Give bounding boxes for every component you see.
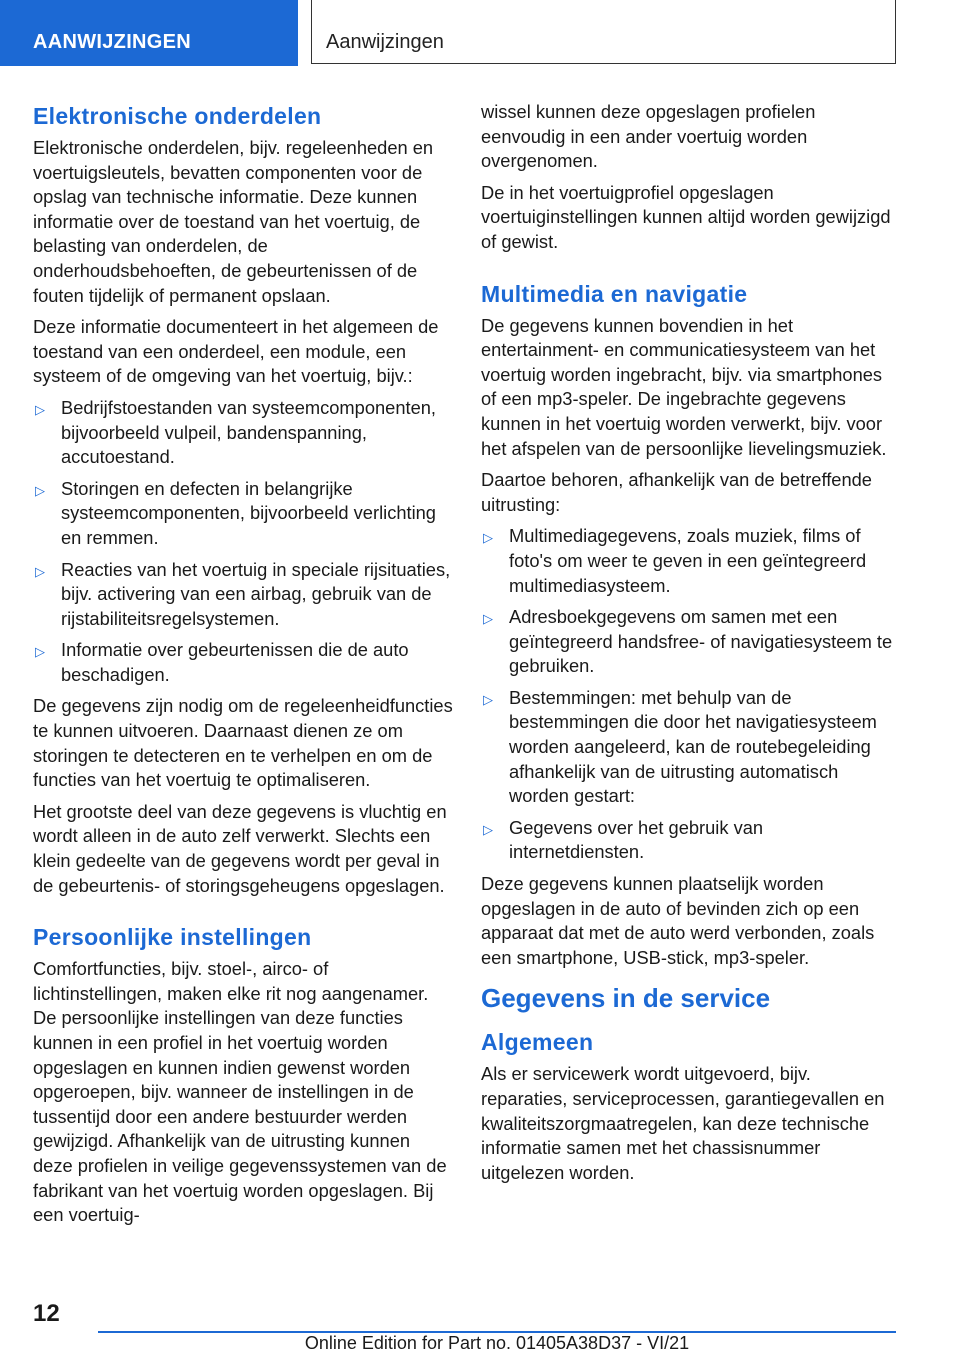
list-item-text: Reacties van het voertuig in speciale rijsituaties, bijv. activering van een airbag, gebruik van de rijstabiliteitsregelsystemen. bbox=[61, 558, 451, 629]
triangle-right-icon: ▷ bbox=[35, 401, 45, 417]
heading-gegevens-in-de-service: Gegevens in de service bbox=[481, 983, 771, 1014]
list-item-text: Bestemmingen: met behulp van de bestemmingen die door het navigatiesysteem worden aangeleerd, kan de routebegeleiding afhankelijk van de uitrusting automatisch worden gestart: bbox=[509, 686, 877, 807]
triangle-right-icon: ▷ bbox=[483, 691, 493, 707]
list-item bbox=[33, 396, 453, 470]
paragraph: Comfortfuncties, bijv. stoel-, airco- of lichtinstellingen, maken elke rit nog aangenamer. De persoonlijke instellingen van deze functies kunnen in een profiel in het voertuig worden opgeslagen en kunnen indien gewenst worden opgeroepen, bijv. wanneer de instellingen in de tussentijd door een andere bestuurder werden gewijzigd. Afhankelijk van de uitrusting kunnen deze profielen in veilige gegevenssystemen van de fabrikant van het voertuig worden opgeslagen. Bij een voertuig- bbox=[33, 958, 447, 1226]
triangle-right-icon: ▷ bbox=[35, 563, 45, 579]
triangle-right-icon: ▷ bbox=[483, 530, 493, 546]
heading-persoonlijke-instellingen: Persoonlijke instellingen bbox=[33, 924, 312, 951]
footer-edition: Online Edition for Part no. 01405A38D37 - VI/21 bbox=[304, 1333, 690, 1353]
list-item bbox=[481, 686, 901, 809]
list-item bbox=[33, 638, 453, 687]
page-header bbox=[0, 0, 960, 66]
list-item bbox=[481, 816, 901, 865]
paragraph: De gegevens kunnen bovendien in het entertainment- en communicatiesysteem van het voertuig worden ingebracht, bijv. via smartphones of een mp3-speler. De ingebrachte gegevens kunnen in het voertuig worden verwerkt, bijv. voor het afspelen van de persoonlijke lievelingsmuziek. bbox=[481, 314, 887, 459]
paragraph: De in het voertuigprofiel opgeslagen voertuiginstellingen kunnen altijd worden gewijzigd of gewist. bbox=[481, 181, 891, 252]
triangle-right-icon: ▷ bbox=[35, 482, 45, 498]
section-tab: AANWIJZINGEN bbox=[0, 0, 298, 66]
heading-algemeen: Algemeen bbox=[481, 1029, 594, 1056]
list-item bbox=[33, 558, 453, 632]
bullet-list bbox=[33, 396, 453, 688]
list-item-text: Gegevens over het gebruik van internetdiensten. bbox=[509, 816, 764, 863]
paragraph: Als er servicewerk wordt uitgevoerd, bijv. reparaties, serviceprocessen, garantiegevallen en kwaliteitszorgmaatregelen, kan deze technische informatie samen met het chassisnummer uitgelezen worden. bbox=[481, 1063, 885, 1183]
paragraph: wissel kunnen deze opgeslagen profielen eenvoudig in een ander voertuig worden overgenomen. bbox=[481, 101, 816, 172]
paragraph: Het grootste deel van deze gegevens is vluchtig en wordt alleen in de auto zelf verwerkt. Slechts een klein gedeelte van de gegevens wordt per geval in de gebeurtenis- of storingsgeheugens opgeslagen. bbox=[33, 800, 447, 896]
triangle-right-icon: ▷ bbox=[483, 821, 493, 837]
list-item-text: Adresboekgegevens om samen met een geïntegreerd handsfree- of navigatiesysteem te gebruiken. bbox=[509, 606, 893, 677]
paragraph: Elektronische onderdelen, bijv. regeleenheden en voertuigsleutels, bevatten componenten voor de opslag van technische informatie. Deze kunnen informatie over de toestand van het voertuig, de belasting van onderdelen, de onderhoudsbehoeften, de gebeurtenissen of de fouten tijdelijk of permanent opslaan. bbox=[33, 137, 434, 306]
bullet-list bbox=[481, 524, 901, 865]
left-column bbox=[33, 100, 453, 1235]
heading-elektronische-onderdelen: Elektronische onderdelen bbox=[33, 103, 322, 129]
page-number: 12 bbox=[33, 1300, 60, 1327]
triangle-right-icon: ▷ bbox=[483, 611, 493, 627]
paragraph: Deze gegevens kunnen plaatselijk worden opgeslagen in de auto of bevinden zich op een apparaat dat met de auto werd verbonden, zoals een smartphone, USB-stick, mp3-speler. bbox=[481, 873, 875, 968]
list-item bbox=[481, 605, 901, 679]
chapter-title: Aanwijzingen bbox=[311, 0, 896, 64]
list-item bbox=[33, 477, 453, 551]
list-item-text: Bedrijfstoestanden van systeemcomponenten, bijvoorbeeld vulpeil, bandenspanning, accutoestand. bbox=[61, 396, 436, 468]
triangle-right-icon: ▷ bbox=[35, 644, 45, 660]
right-column bbox=[481, 100, 901, 1192]
paragraph: De gegevens zijn nodig om de regeleenheidfuncties te kunnen uitvoeren. Daarnaast dienen ze om storingen te detecteren en te verhelpen en om de functies van het voertuig te optimaliseren. bbox=[33, 695, 453, 791]
heading-multimedia-en-navigatie: Multimedia en navigatie bbox=[481, 280, 748, 307]
list-item-text: Informatie over gebeurtenissen die de auto beschadigen. bbox=[61, 639, 409, 685]
list-item bbox=[481, 524, 901, 598]
paragraph: Daartoe behoren, afhankelijk van de betreffende uitrusting: bbox=[481, 469, 872, 515]
list-item-text: Storingen en defecten in belangrijke systeemcomponenten, bijvoorbeeld verlichting en remmen. bbox=[61, 477, 436, 548]
paragraph: Deze informatie documenteert in het algemeen de toestand van een onderdeel, een module, een systeem of de omgeving van het voertuig, bijv.: bbox=[33, 316, 439, 387]
list-item-text: Multimediagegevens, zoals muziek, films of foto's om weer te geven in een geïntegreerd multimediasysteem. bbox=[509, 525, 867, 596]
